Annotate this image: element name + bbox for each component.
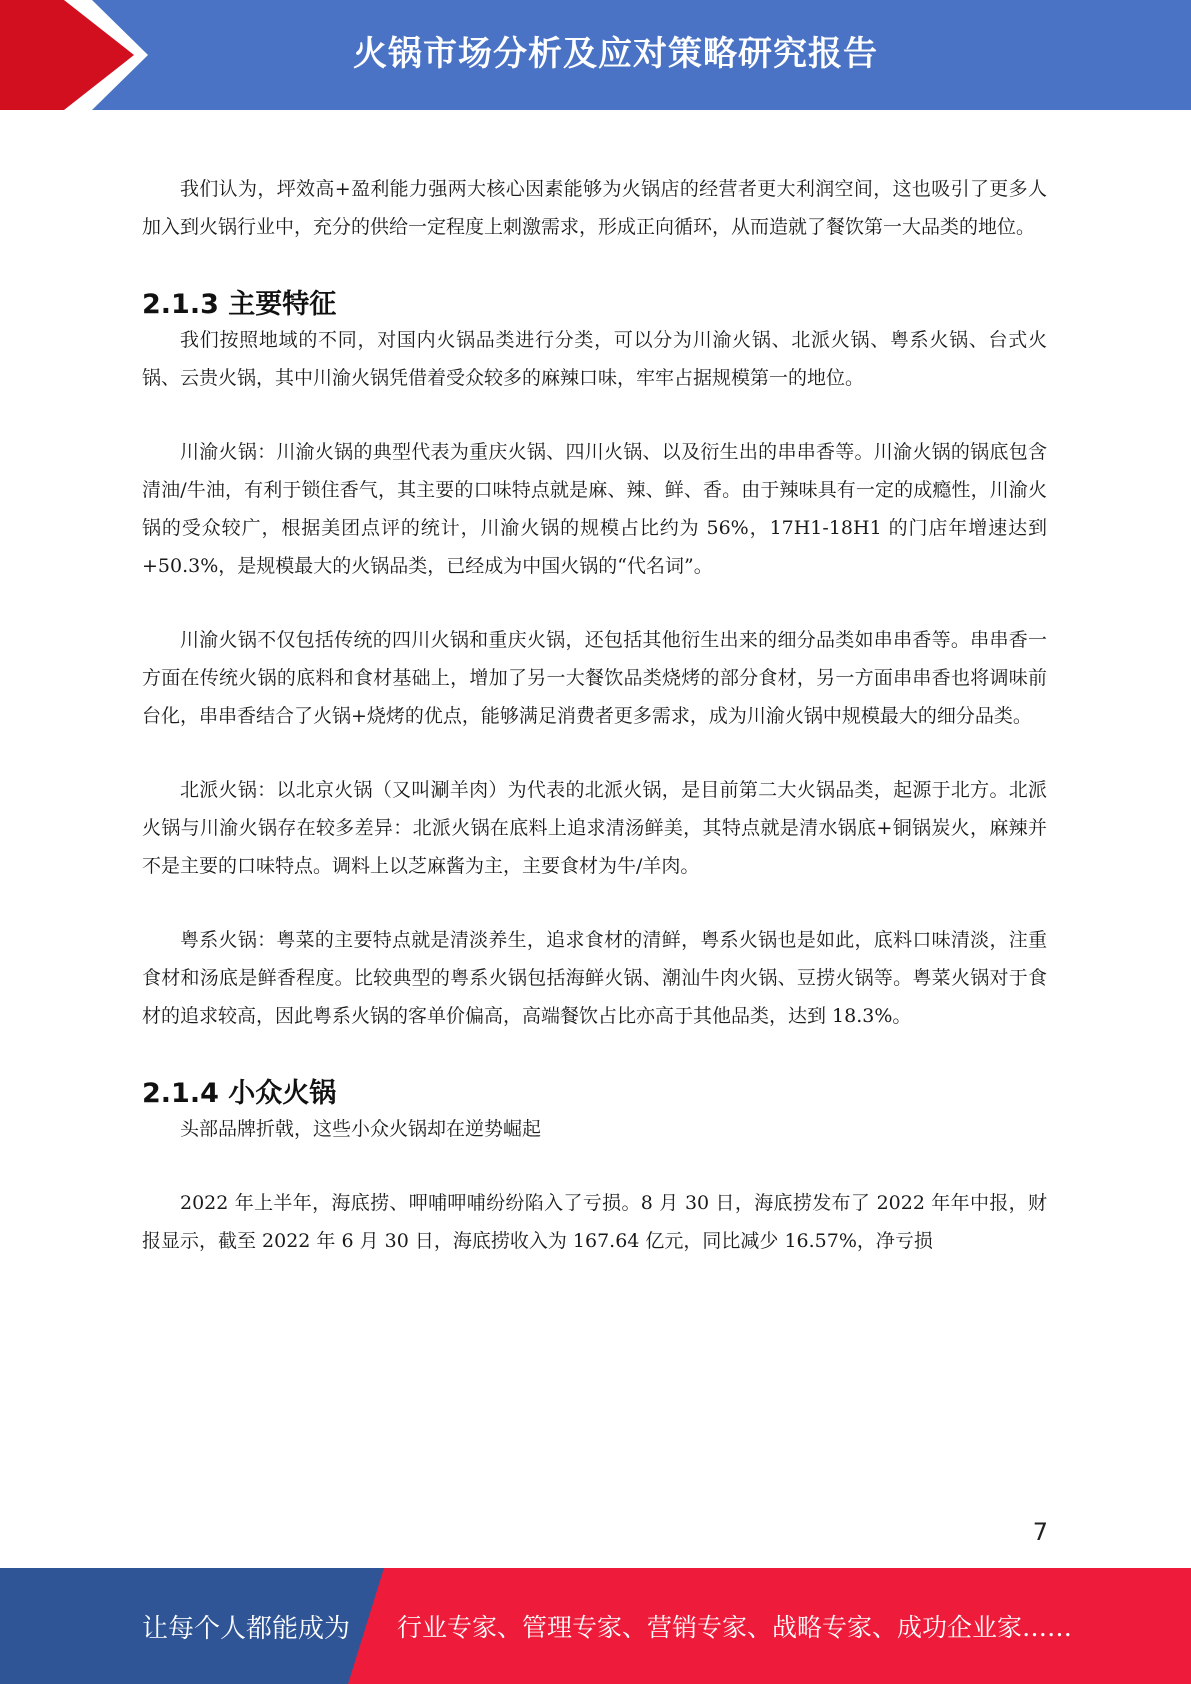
report-footer — [0, 1568, 1191, 1684]
paragraph: 头部品牌折戟，这些小众火锅却在逆势崛起 — [180, 1118, 542, 1140]
section-heading-2-1-3: 2.1.3 主要特征 — [142, 289, 337, 320]
report-title: 火锅市场分析及应对策略研究报告 — [353, 34, 878, 74]
paragraph: 我们认为，坪效高+盈利能力强两大核心因素能够为火锅店的经营者更大利润空间，这也吸引了更多人加入到火锅行业中，充分的供给一定程度上刺激需求，形成正向循环，从而造就了餐饮第一大品类的地位。 — [142, 178, 1047, 238]
footer-slogan-right: 行业专家、管理专家、营销专家、战略专家、成功企业家…… — [397, 1613, 1073, 1642]
paragraph: 川渝火锅：川渝火锅的典型代表为重庆火锅、四川火锅、以及衍生出的串串香等。川渝火锅的锅底包含清油/牛油，有利于锁住香气，其主要的口味特点就是麻、辣、鲜、香。由于辣味具有一定的成瘾性，川渝火锅的受众较广，根据美团点评的统计，川渝火锅的规模占比约为 56%，17H1-18H1 的门店年增速达到+50.3%，是规模最大的火锅品类，已经成为中国火锅的“代名词”。 — [142, 441, 1047, 577]
paragraph: 我们按照地域的不同，对国内火锅品类进行分类，可以分为川渝火锅、北派火锅、粤系火锅、台式火锅、云贵火锅，其中川渝火锅凭借着受众较多的麻辣口味，牢牢占据规模第一的地位。 — [142, 329, 1047, 389]
page-number: 7 — [1032, 1518, 1048, 1546]
paragraph: 粤系火锅：粤菜的主要特点就是清淡养生，追求食材的清鲜，粤系火锅也是如此，底料口味清淡，注重食材和汤底是鲜香程度。比较典型的粤系火锅包括海鲜火锅、潮汕牛肉火锅、豆捞火锅等。粤菜火锅对于食材的追求较高，因此粤系火锅的客单价偏高，高端餐饮占比亦高于其他品类，达到 18.3%。 — [142, 929, 1047, 1027]
document-body — [142, 170, 1047, 1296]
section-heading-2-1-4: 2.1.4 小众火锅 — [142, 1078, 337, 1109]
paragraph: 北派火锅：以北京火锅（又叫涮羊肉）为代表的北派火锅，是目前第二大火锅品类，起源于北方。北派火锅与川渝火锅存在较多差异：北派火锅在底料上追求清汤鲜美，其特点就是清水锅底+铜锅炭火，麻辣并不是主要的口味特点。调料上以芝麻酱为主，主要食材为牛/羊肉。 — [142, 779, 1047, 877]
paragraph: 2022 年上半年，海底捞、呷哺呷哺纷纷陷入了亏损。8 月 30 日，海底捞发布了 2022 年年中报，财报显示，截至 2022 年 6 月 30 日，海底捞收入为 167.64 亿元，同比减少 16.57%，净亏损 — [142, 1192, 1047, 1252]
footer-slogan-left: 让每个人都能成为 — [142, 1614, 351, 1644]
report-header — [0, 0, 1191, 110]
paragraph: 川渝火锅不仅包括传统的四川火锅和重庆火锅，还包括其他衍生出来的细分品类如串串香等。串串香一方面在传统火锅的底料和食材基础上，增加了另一大餐饮品类烧烤的部分食材，另一方面串串香也将调味前台化，串串香结合了火锅+烧烤的优点，能够满足消费者更多需求，成为川渝火锅中规模最大的细分品类。 — [142, 629, 1047, 727]
